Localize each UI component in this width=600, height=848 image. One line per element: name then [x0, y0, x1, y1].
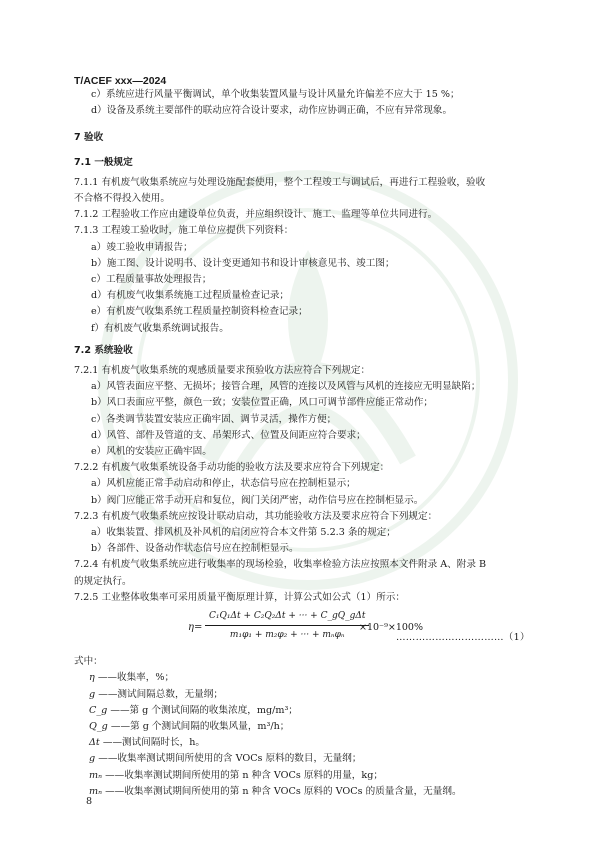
list-item: c）工程质量事故处理报告； [91, 274, 212, 286]
clause-7-1-3: 7.1.3 工程竣工验收时，施工单位应提供下列资料： [74, 225, 294, 237]
list-item: c）各类调节装置安装应正确牢固、调节灵活，操作方便； [91, 413, 337, 425]
list-item: d）有机废气收集系统施工过程质量检查记录； [91, 290, 290, 302]
list-item: b）施工图、设计说明书、设计变更通知书和设计审核意见书、竣工图； [91, 257, 395, 269]
page-content [74, 87, 530, 800]
clause-7-2-5: 7.2.5 工业整体收集率可采用质量平衡原理计算，计算公式如公式（1）所示： [74, 591, 405, 603]
clause-7-2-4-cont: 的规定执行。 [74, 575, 132, 587]
variable-row: η ——收集率，%； [89, 672, 175, 684]
page-number: 8 [86, 796, 93, 807]
formula-eta: η= [188, 622, 203, 634]
list-item: b）各部件、设备动作状态信号应在控制柜显示。 [91, 543, 299, 555]
list-item: d）风管、部件及管道的支、吊架形式、位置及间距应符合要求； [91, 429, 366, 441]
intro-item-d: d）设备及系统主要部件的联动应符合设计要求，动作应协调正确，不应有异常现象。 [91, 105, 453, 117]
formula-number: ……………………………（1） [396, 632, 530, 644]
list-item: a）竣工验收申请报告； [91, 241, 193, 253]
section-7-1-heading: 7.1 一般规定 [74, 156, 133, 168]
variable-row: Δt ——测试间隔时长，h。 [89, 737, 205, 749]
formula-fraction [205, 608, 369, 643]
variable-row: g ——收集率测试期间所使用的含 VOCs 原料的数目，无量纲； [89, 753, 362, 765]
list-item: b）风口表面应平整，颜色一致；安装位置正确，风口可调节部件应能正常动作； [91, 397, 433, 409]
clause-7-2-4: 7.2.4 有机废气收集系统应进行收集率的现场检验，收集率检验方法应按照本文件附录 A、附录 B [74, 559, 487, 571]
clause-7-1-1-cont: 不合格不得投入使用。 [74, 193, 170, 205]
formula-denominator: m₁φ₁ + m₂φ₂ + ··· + mₙφₙ [229, 630, 345, 641]
fraction-bar [205, 625, 369, 626]
clause-7-2-3: 7.2.3 有机废气收集系统应按设计联动启动，其功能验收方法及要求应符合下列规定： [74, 510, 438, 522]
formula-1 [74, 608, 530, 654]
clause-7-1-1: 7.1.1 有机废气收集系统应与处理设施配套使用，整个工程竣工与调试后，再进行工程验收，验收 [74, 176, 486, 188]
section-7-heading: 7 验收 [74, 132, 104, 144]
variable-row: Q_g ——第 g 个测试间隔的收集风量，m³/h； [89, 720, 290, 732]
list-item: a）风管表面应平整、无损坏；接管合理，风管的连接以及风管与风机的连接应无明显缺陷； [91, 381, 481, 393]
variable-row: mₙ ——收集率测试期间所使用的第 n 种含 VOCs 原料的 VOCs 的质量含量，无量纲。 [89, 785, 462, 797]
clause-7-2-1: 7.2.1 有机废气收集系统的观感质量要求预验收方法应符合下列规定： [74, 365, 371, 377]
clause-7-1-2: 7.1.2 工程验收工作应由建设单位负责，并应组织设计、施工、监理等单位共同进行。 [74, 209, 438, 221]
variable-row: mₙ ——收集率测试期间所使用的第 n 种含 VOCs 原料的用量，kg； [89, 769, 383, 781]
clause-7-2-2: 7.2.2 有机废气收集系统设备手动功能的验收方法及要求应符合下列规定： [74, 462, 390, 474]
intro-item-c: c）系统应进行风量平衡调试，单个收集装置风量与设计风量允许偏差不应大于 15 %； [91, 89, 460, 100]
variable-list [74, 670, 530, 800]
formula-multiplier: ×10⁻⁹×100% [359, 622, 423, 634]
list-item: e）有机废气收集系统工程质量控制资料检查记录； [91, 306, 308, 318]
list-item: a）收集装置、排风机及补风机的启闭应符合本文件第 5.2.3 条的规定； [91, 527, 396, 539]
list-item: e）风机的安装应正确牢固。 [91, 446, 212, 458]
list-item: b）阀门应能正常手动开启和复位，阀门关闭严密，动作信号应在控制柜显示。 [91, 494, 424, 506]
variable-row: C_g ——第 g 个测试间隔的收集浓度，mg/m³； [89, 704, 298, 716]
section-7-2-heading: 7.2 系统验收 [74, 344, 133, 356]
document-code: T/ACEF xxx—2024 [74, 75, 167, 87]
list-item: f）有机废气收集系统调试报告。 [91, 322, 229, 334]
formula-numerator: C₁Q₁Δt + C₂Q₂Δt + ··· + C_gQ_gΔt [209, 611, 366, 622]
variable-row: g ——测试间隔总数，无量纲； [89, 688, 223, 700]
list-item: a）风机应能正常手动启动和停止，状态信号应在控制柜显示； [91, 478, 356, 490]
where-label: 式中： [74, 656, 103, 668]
